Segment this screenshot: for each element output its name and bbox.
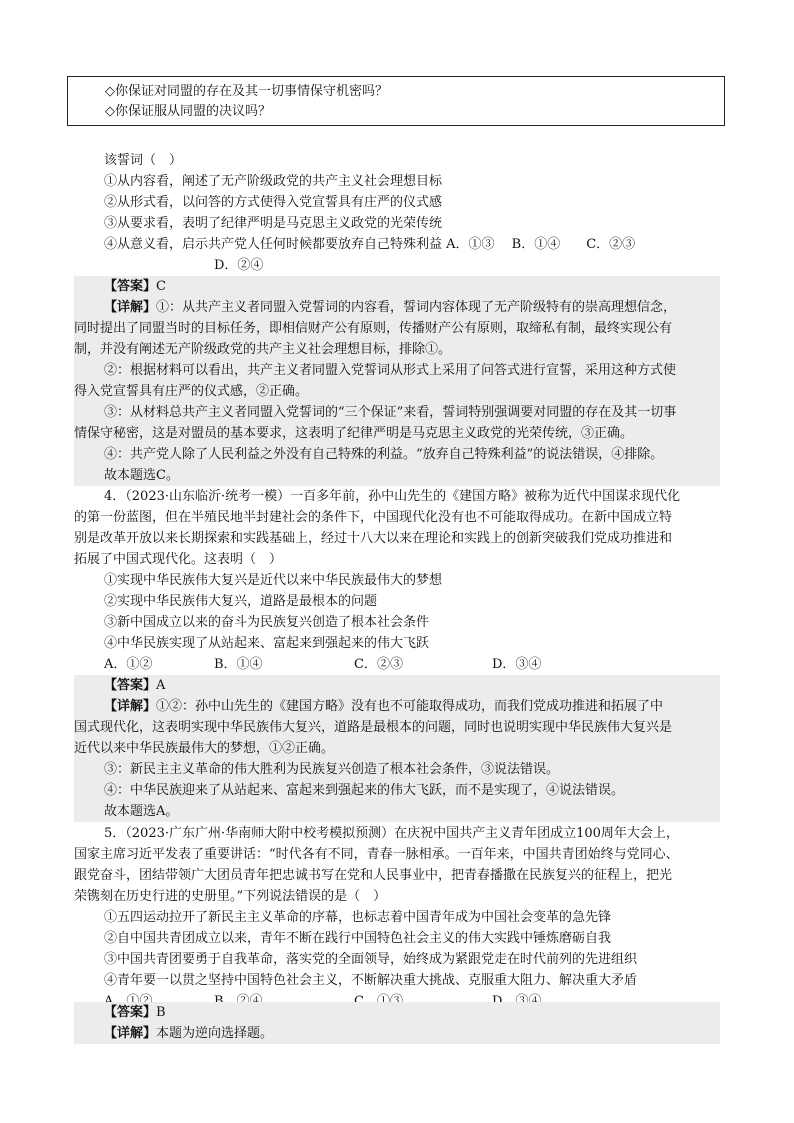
- q3-option-4-with-choices: ④从意义看，启示共产党人任何时候都要放弃自己特殊利益 A．①③ B．①④ C．②③: [104, 237, 636, 252]
- q3-choice-d: D．②④: [214, 258, 264, 273]
- q5-stem-1: 5．（2023·广东广州·华南师大附中校考模拟预测）在庆祝中国共产主义青年团成立100周年大会上，: [104, 826, 679, 841]
- q5-option-4: ④青年要一以贯之坚持中国特色社会主义，不断解决重大挑战、克服重大阻力、解决重大矛盾: [104, 973, 638, 988]
- q5-stem-4: 荣镌刻在历史行进的史册里。”下列说法错误的是（ ）: [74, 889, 387, 904]
- q5-detail-1: [74, 1023, 720, 1044]
- q3-option-3: ③从要求看，表明了纪律严明是马克思主义政党的光荣传统: [104, 216, 443, 231]
- q4-choice-c: C．②③: [354, 657, 403, 672]
- answer-label: 【答案】: [104, 678, 157, 693]
- q5-stem-3: 跟党奋斗，团结带领广大团员青年把忠诚书写在党和人民事业中，把青春播撒在民族复兴的征程上，把光: [74, 868, 673, 883]
- q4-detail-3: ④：中华民族迎来了从站起来、富起来到强起来的伟大飞跃，而不是实现了，④说法错误。: [104, 783, 625, 798]
- q3-stem: 该誓词（ ）: [104, 153, 183, 168]
- q4-answer: A: [156, 678, 166, 693]
- q5-detail-1-text: 本题为逆向选择题。: [156, 1026, 274, 1041]
- q5-stem-block: [74, 823, 720, 1012]
- q3-option-1: ①从内容看，阐述了无产阶级政党的共产主义社会理想目标: [104, 174, 443, 189]
- q3-stem-block: [104, 150, 720, 276]
- oath-quote-box: [67, 76, 725, 126]
- q4-answer-panel: [74, 675, 720, 822]
- q3-detail-3: ③：从材料总共产主义者同盟入党誓词的“三个保证”来看，誓词特别强调要对同盟的存在及其一切事: [104, 405, 677, 420]
- q4-choice-b: B．①④: [214, 657, 263, 672]
- q3-option-2: ②从形式看，以问答的方式使得入党宣誓具有庄严的仪式感: [104, 195, 443, 210]
- q4-choice-d: D．③④: [492, 657, 542, 672]
- q4-detail-1c: 近代以来中华民族最伟大的梦想，①②正确。: [74, 741, 335, 756]
- q4-detail-1: [74, 696, 720, 717]
- oath-line: ◇你保证对同盟的存在及其一切事情保守机密吗？: [105, 84, 388, 99]
- q4-detail-1-text: ①②：孙中山先生的《建国方略》没有也不可能取得成功，而我们党成功推进和拓展了中: [156, 699, 664, 714]
- q4-stem-1: 4．（2023·山东临沂·统考一模）一百多年前，孙中山先生的《建国方略》被称为近代中国谋求现代化: [104, 489, 681, 504]
- q3-answer: C: [156, 279, 166, 294]
- q3-detail-1: [74, 297, 720, 318]
- q4-stem-2: 的第一份蓝图，但在半殖民地半封建社会的条件下，中国现代化没有也不可能取得成功。在新中国成立特: [74, 510, 673, 525]
- q4-answer-line: [74, 675, 720, 696]
- oath-line: ◇你保证服从同盟的决议吗？: [105, 104, 271, 119]
- q3-detail-1b: 同时提出了同盟当时的目标任务，即相信财产公有原则，传播财产公有原则，取缔私有制，最终实现公有: [74, 321, 673, 336]
- detail-label: 【详解】: [104, 1026, 157, 1041]
- q4-detail-2: ③：新民主主义革命的伟大胜利为民族复兴创造了根本社会条件，③说法错误。: [104, 762, 560, 777]
- answer-label: 【答案】: [104, 279, 157, 294]
- q5-option-1: ①五四运动拉开了新民主主义革命的序幕，也标志着中国青年成为中国社会变革的急先锋: [104, 910, 612, 925]
- q3-detail-1c: 制，并没有阐述无产阶级政党的共产主义社会理想目标，排除①。: [74, 342, 452, 357]
- q4-option-2: ②实现中华民族伟大复兴，道路是最根本的问题: [104, 594, 378, 609]
- detail-label: 【详解】: [104, 300, 157, 315]
- q4-option-1: ①实现中华民族伟大复兴是近代以来中华民族最伟大的梦想: [104, 573, 443, 588]
- q3-detail-2b: 得入党宣誓具有庄严的仪式感，②正确。: [74, 384, 309, 399]
- q3-detail-1-text: ①：从共产主义者同盟入党誓词的内容看，誓词内容体现了无产阶级特有的崇高理想信念，: [156, 300, 677, 315]
- q5-answer: B: [156, 1005, 166, 1020]
- q4-conclusion: 故本题选A。: [104, 804, 179, 819]
- q3-conclusion: 故本题选C。: [104, 468, 179, 483]
- q4-choice-a: A．①②: [104, 657, 153, 672]
- q3-answer-panel: [74, 276, 720, 486]
- q3-answer-line: [74, 276, 720, 297]
- q3-detail-4: ④：共产党人除了人民利益之外没有自己特殊的利益。“放弃自己特殊利益”的说法错误，④排除。: [104, 447, 664, 462]
- q3-detail-3b: 情保守秘密，这是对盟员的基本要求，这表明了纪律严明是马克思主义政党的光荣传统，③正确。: [74, 426, 634, 441]
- q4-detail-1b: 国式现代化，这表明实现中华民族伟大复兴，道路是最根本的问题，同时也说明实现中华民族伟大复兴是: [74, 720, 673, 735]
- q5-stem-2: 国家主席习近平发表了重要讲话：“时代各有不同，青春一脉相承。一百年来，中国共青团始终与党同心、: [74, 847, 679, 862]
- q4-stem-4: 拓展了中国式现代化。这表明（ ）: [74, 552, 283, 567]
- q4-choices: [74, 654, 720, 675]
- answer-label: 【答案】: [104, 1005, 157, 1020]
- q5-answer-panel: [74, 1002, 720, 1044]
- q4-stem-block: [74, 486, 720, 675]
- detail-label: 【详解】: [104, 699, 157, 714]
- q5-option-3: ③中国共青团要勇于自我革命，落实党的全面领导，始终成为紧跟党走在时代前列的先进组织: [104, 952, 638, 967]
- q5-answer-line: [74, 1002, 720, 1023]
- q3-detail-2: ②：根据材料可以看出，共产主义者同盟入党誓词从形式上采用了问答式进行宣誓，采用这种方式使: [104, 363, 677, 378]
- q4-option-4: ④中华民族实现了从站起来、富起来到强起来的伟大飞跃: [104, 636, 430, 651]
- q5-option-2: ②自中国共青团成立以来，青年不断在践行中国特色社会主义的伟大实践中锤炼磨砺自我: [104, 931, 612, 946]
- q4-option-3: ③新中国成立以来的奋斗为民族复兴创造了根本社会条件: [104, 615, 430, 630]
- q4-stem-3: 别是改革开放以来长期探索和实践基础上，经过十八大以来在理论和实践上的创新突破我们党成功推进和: [74, 531, 673, 546]
